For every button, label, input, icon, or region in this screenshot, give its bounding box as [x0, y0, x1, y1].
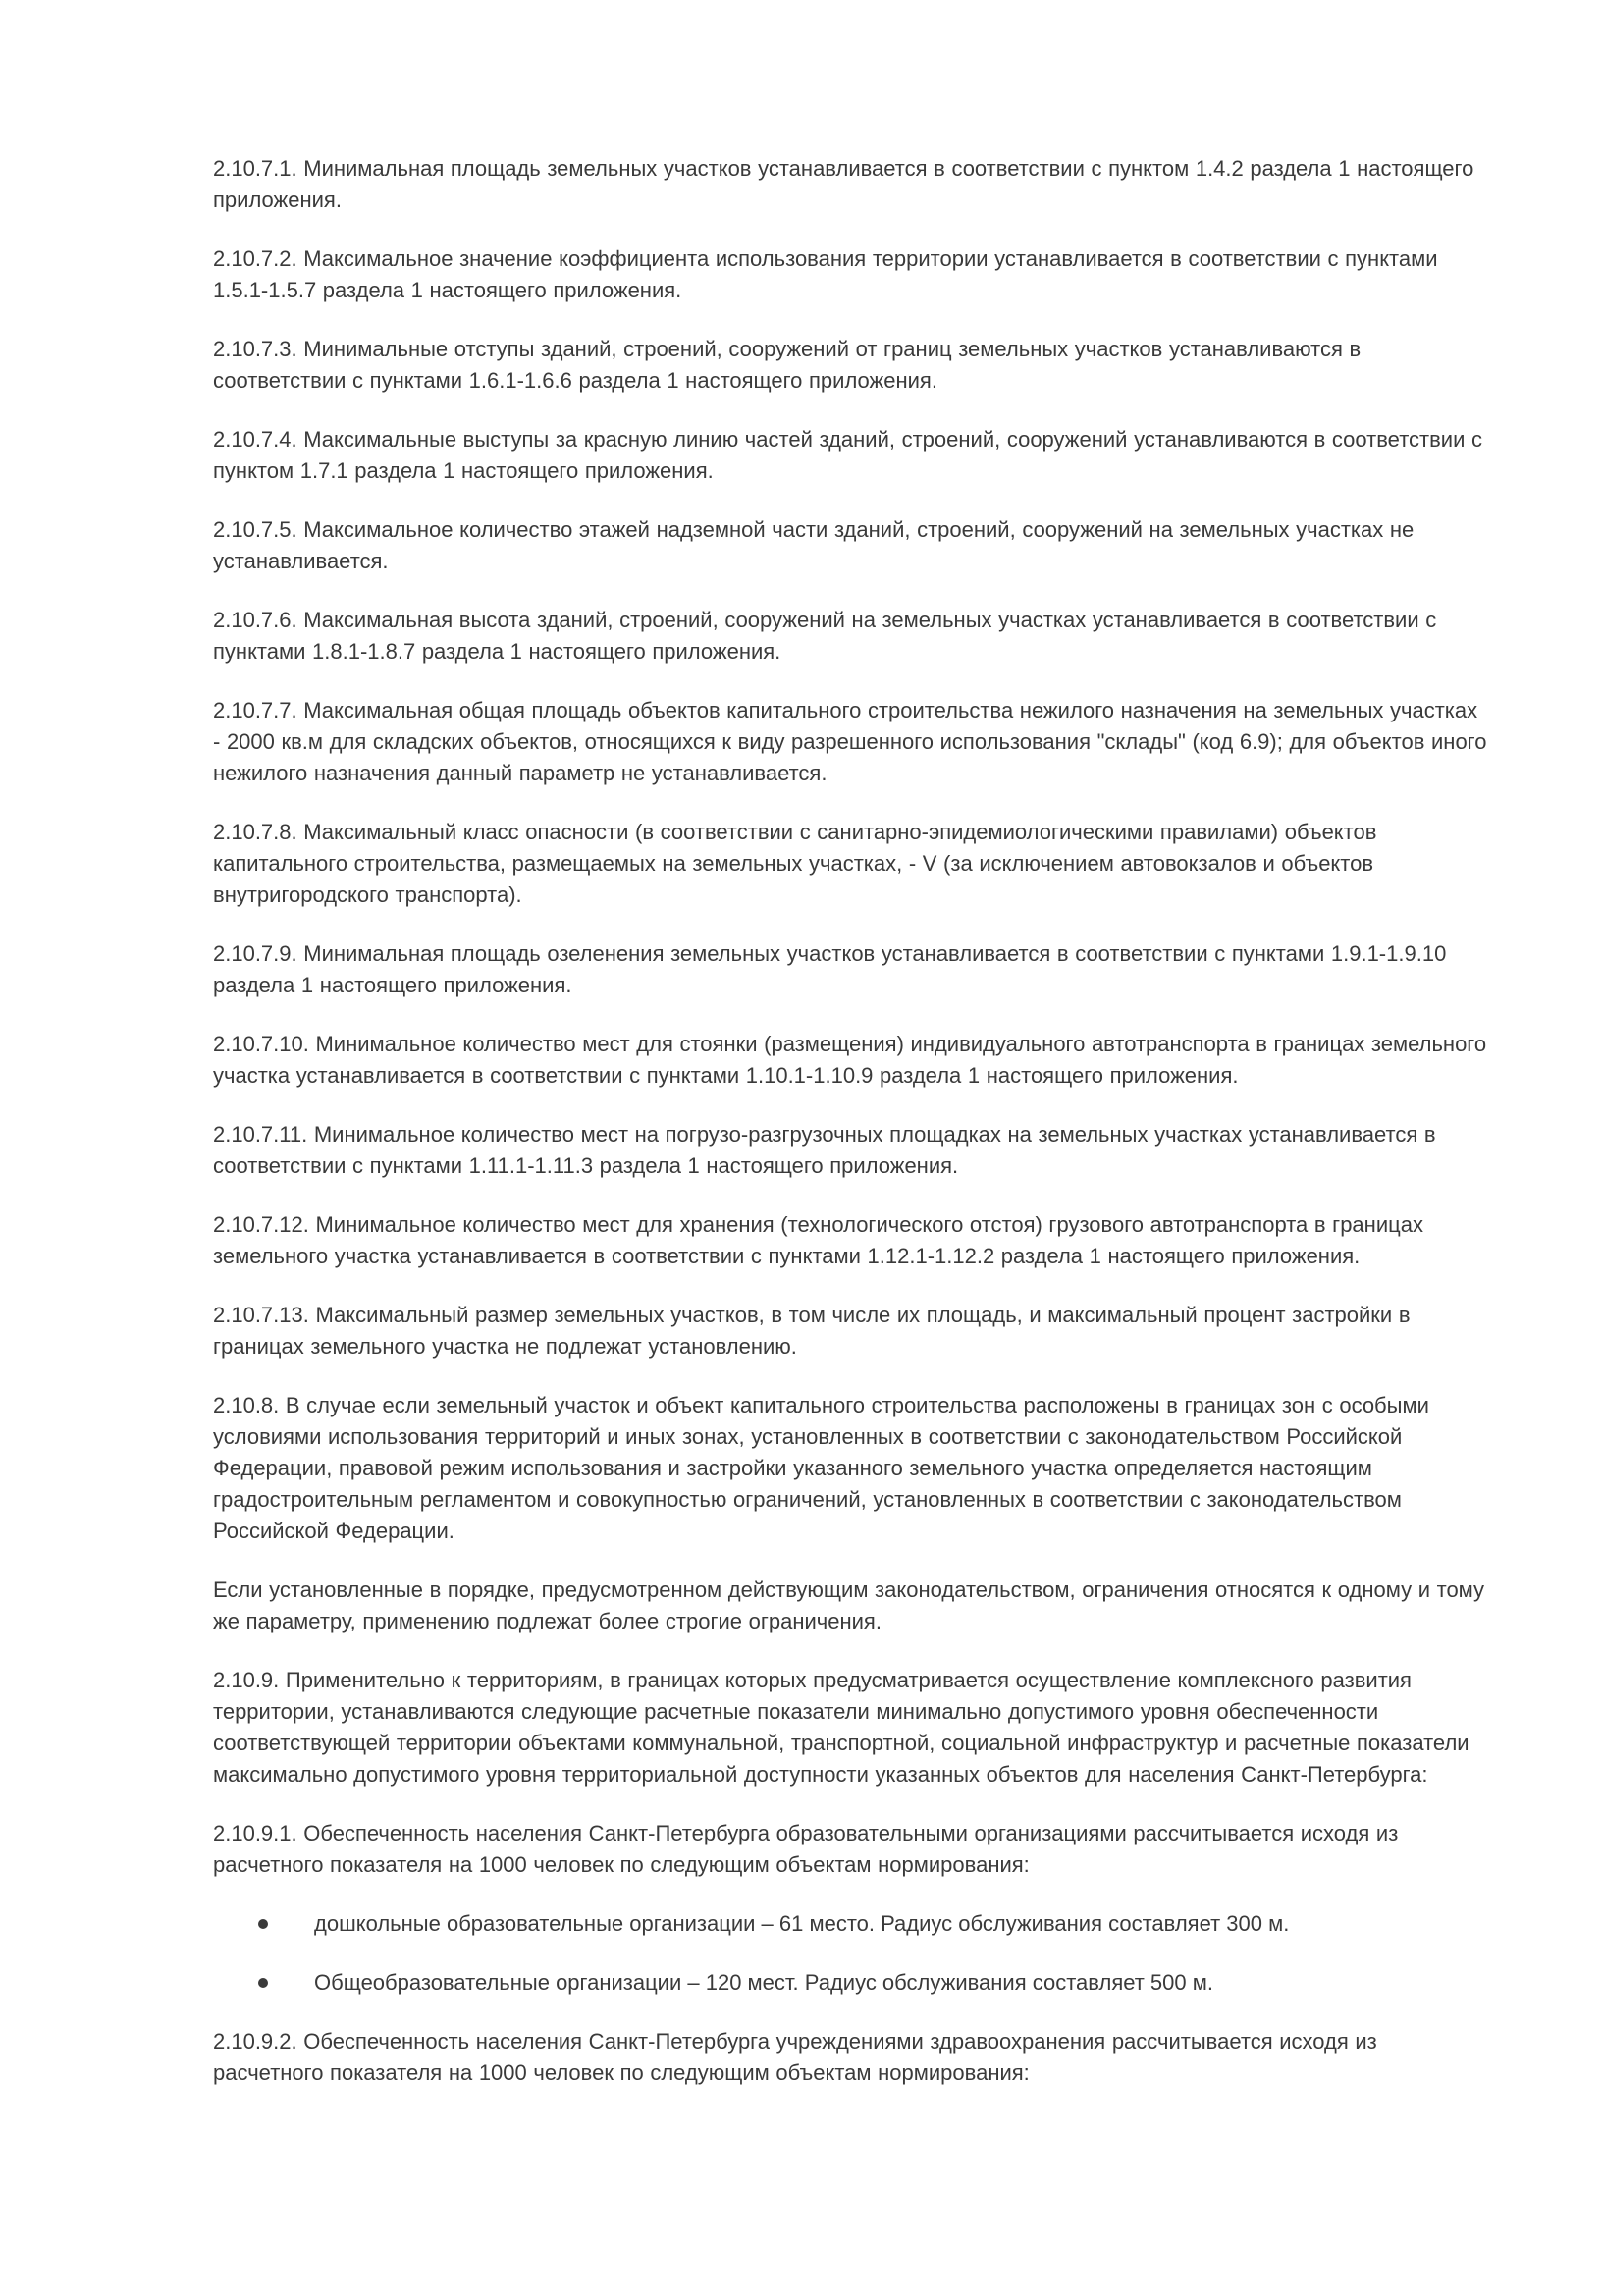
paragraph-2-10-7-9: 2.10.7.9. Минимальная площадь озеленения земельных участков устанавливается в соответствии с пунктами 1.9.1-1.9.10 раздела 1 настоящего приложения.: [213, 941, 1447, 997]
paragraph-2-10-7-10: 2.10.7.10. Минимальное количество мест для стоянки (размещения) индивидуального автотранспорта в границах земельного участка устанавливается в соответствии с пунктами 1.10.1-1.10.9 раздела 1 настоящего приложения.: [213, 1032, 1487, 1088]
paragraph-2-10-9-2: 2.10.9.2. Обеспеченность населения Санкт-Петербурга учреждениями здравоохранения рассчитывается исходя из расчетного показателя на 1000 человек по следующим объектам нормирования:: [213, 2029, 1377, 2085]
paragraph-2-10-7-1: 2.10.7.1. Минимальная площадь земельных участков устанавливается в соответствии с пунктом 1.4.2 раздела 1 настоящего приложения.: [213, 156, 1474, 212]
bullet-icon: [258, 1978, 268, 1988]
list-item-text: дошкольные образовательные организации – 61 место. Радиус обслуживания составляет 300 м.: [314, 1911, 1290, 1936]
paragraph-2-10-7-12: 2.10.7.12. Минимальное количество мест для хранения (технологического отстоя) грузового автотранспорта в границах земельного участка устанавливается в соответствии с пунктами 1.12.1-1.12.2 раздела 1 настоящего приложения.: [213, 1212, 1423, 1268]
paragraph-2-10-7-5: 2.10.7.5. Максимальное количество этажей надземной части зданий, строений, сооружений на земельных участках не устанавливается.: [213, 517, 1415, 573]
paragraph-2-10-7-11: 2.10.7.11. Минимальное количество мест на погрузо-разгрузочных площадках на земельных участках устанавливается в соответствии с пунктами 1.11.1-1.11.3 раздела 1 настоящего приложения.: [213, 1122, 1436, 1178]
list-item-text: Общеобразовательные организации – 120 мест. Радиус обслуживания составляет 500 м.: [314, 1970, 1213, 1995]
paragraph-restrictions-note: Если установленные в порядке, предусмотренном действующим законодательством, ограничения относятся к одному и тому же параметру, применению подлежат более строгие ограничения.: [213, 1577, 1485, 1633]
paragraph-2-10-9: 2.10.9. Применительно к территориям, в границах которых предусматривается осуществление комплексного развития территории, устанавливаются следующие расчетные показатели минимально допустимого уровня обеспеченности соответствующей территории объектами коммунальной, транспортной, социальной инфраструктур и расчетные показатели максимально допустимого уровня территориальной доступности указанных объектов для населения Санкт-Петербурга:: [213, 1668, 1469, 1787]
paragraph-2-10-7-8: 2.10.7.8. Максимальный класс опасности (в соответствии с санитарно-эпидемиологическими правилами) объектов капитального строительства, размещаемых на земельных участках, - V (за исключением автовокзалов и объектов внутригородского транспорта).: [213, 820, 1377, 907]
paragraph-2-10-7-13: 2.10.7.13. Максимальный размер земельных участков, в том числе их площадь, и максимальный процент застройки в границах земельного участка не подлежат установлению.: [213, 1303, 1411, 1359]
bullet-icon: [258, 1919, 268, 1929]
paragraph-2-10-8: 2.10.8. В случае если земельный участок и объект капитального строительства расположены в границах зон с особыми условиями использования территорий и иных зонах, установленных в соответствии с законодательством Российской Федерации, правовой режим использования и застройки указанного земельного участка определяется настоящим градостроительным регламентом и совокупностью ограничений, установленных в соответствии с законодательством Российской Федерации.: [213, 1393, 1429, 1543]
list-item-preschool: [213, 1908, 1491, 1940]
paragraph-2-10-9-1: 2.10.9.1. Обеспеченность населения Санкт-Петербурга образовательными организациями рассчитывается исходя из расчетного показателя на 1000 человек по следующим объектам нормирования:: [213, 1821, 1399, 1877]
list-item-schools: [213, 1967, 1491, 1999]
paragraph-2-10-7-2: 2.10.7.2. Максимальное значение коэффициента использования территории устанавливается в соответствии с пунктами 1.5.1-1.5.7 раздела 1 настоящего приложения.: [213, 246, 1438, 302]
document-text-block: [213, 153, 1491, 2116]
paragraph-2-10-7-4: 2.10.7.4. Максимальные выступы за красную линию частей зданий, строений, сооружений устанавливаются в соответствии с пунктом 1.7.1 раздела 1 настоящего приложения.: [213, 427, 1482, 483]
paragraph-2-10-7-3: 2.10.7.3. Минимальные отступы зданий, строений, сооружений от границ земельных участков устанавливаются в соответствии с пунктами 1.6.1-1.6.6 раздела 1 настоящего приложения.: [213, 337, 1362, 393]
paragraph-2-10-7-7: 2.10.7.7. Максимальная общая площадь объектов капитального строительства нежилого назначения на земельных участках - 2000 кв.м для складских объектов, относящихся к виду разрешенного использования "склады" (код 6.9); для объектов иного нежилого назначения данный параметр не устанавливается.: [213, 698, 1487, 785]
paragraph-2-10-7-6: 2.10.7.6. Максимальная высота зданий, строений, сооружений на земельных участках устанавливается в соответствии с пунктами 1.8.1-1.8.7 раздела 1 настоящего приложения.: [213, 608, 1437, 664]
